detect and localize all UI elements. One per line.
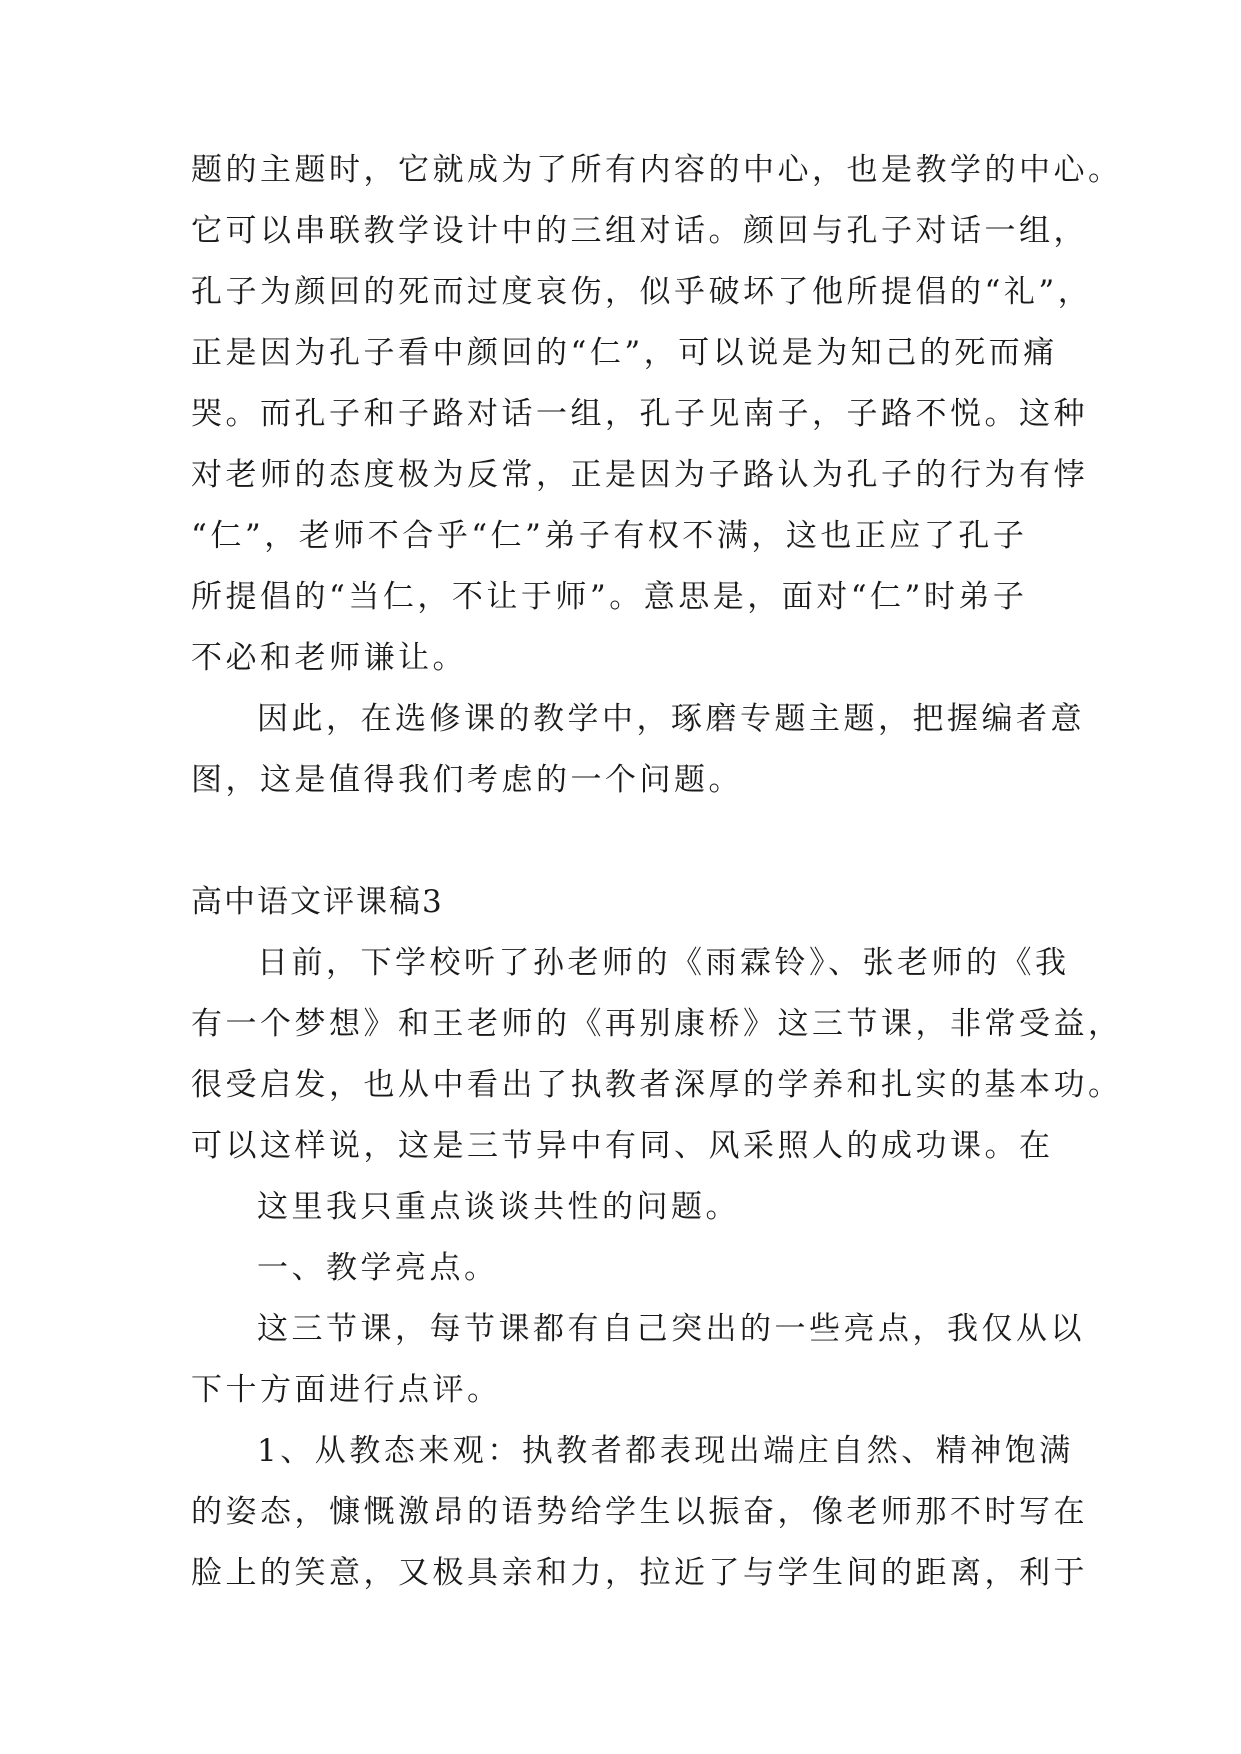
text-line: 不必和老师谦让。 <box>191 640 467 676</box>
text-line: 有一个梦想》和王老师的《再别康桥》这三节课，非常受益， <box>191 1006 1123 1042</box>
text-line: 图，这是值得我们考虑的一个问题。 <box>191 762 743 798</box>
text-line: 哭。而孔子和子路对话一组，孔子见南子，子路不悦。这种 <box>191 396 1088 432</box>
document-body <box>191 140 1123 1604</box>
paragraph-highlights-intro <box>191 1299 1085 1421</box>
text-line: 对老师的态度极为反常，正是因为子路认为孔子的行为有悖 <box>191 457 1088 493</box>
blank-line <box>191 811 1071 872</box>
text-line: 因此，在选修课的教学中，琢磨专题主题，把握编者意 <box>257 701 1085 737</box>
paragraph-intro <box>191 933 1123 1177</box>
text-line: 日前，下学校听了孙老师的《雨霖铃》、张老师的《我 <box>257 945 1070 981</box>
section-title: 高中语文评课稿3 <box>191 884 444 920</box>
text-line: 下十方面进行点评。 <box>191 1372 502 1408</box>
text-line: 的姿态，慷慨激昂的语势给学生以振奋，像老师那不时写在 <box>191 1494 1088 1530</box>
text-line: 脸上的笑意，又极具亲和力，拉近了与学生间的距离，利于 <box>191 1555 1088 1591</box>
text-line: 孔子为颜回的死而过度哀伤，似乎破坏了他所提倡的“礼”， <box>191 274 1093 310</box>
paragraph-renyi-dialogues <box>191 140 1123 689</box>
text-line: 题的主题时，它就成为了所有内容的中心，也是教学的中心。 <box>191 152 1123 188</box>
text-line: 所提倡的“当仁，不让于师”。意思是，面对“仁”时弟子 <box>191 579 1028 615</box>
text-line: “仁”，老师不合乎“仁”弟子有权不满，这也正应了孔子 <box>191 518 1028 554</box>
paragraph-conclusion <box>191 689 1085 811</box>
text-line: 它可以串联教学设计中的三组对话。颜回与孔子对话一组， <box>191 213 1088 249</box>
paragraph-focus: 这里我只重点谈谈共性的问题。 <box>257 1189 740 1225</box>
text-line: 很受启发，也从中看出了执教者深厚的学养和扎实的基本功。 <box>191 1067 1123 1103</box>
text-line: 1、从教态来观：执教者都表现出端庄自然、精神饱满 <box>257 1433 1074 1469</box>
text-line: 正是因为孔子看中颜回的“仁”，可以说是为知己的死而痛 <box>191 335 1058 371</box>
subheading-highlights: 一、教学亮点。 <box>257 1250 499 1286</box>
text-line: 可以这样说，这是三节异中有同、风采照人的成功课。在 <box>191 1128 1054 1164</box>
text-line: 这三节课，每节课都有自己突出的一些亮点，我仅从以 <box>257 1311 1085 1347</box>
paragraph-point-1 <box>191 1421 1088 1604</box>
